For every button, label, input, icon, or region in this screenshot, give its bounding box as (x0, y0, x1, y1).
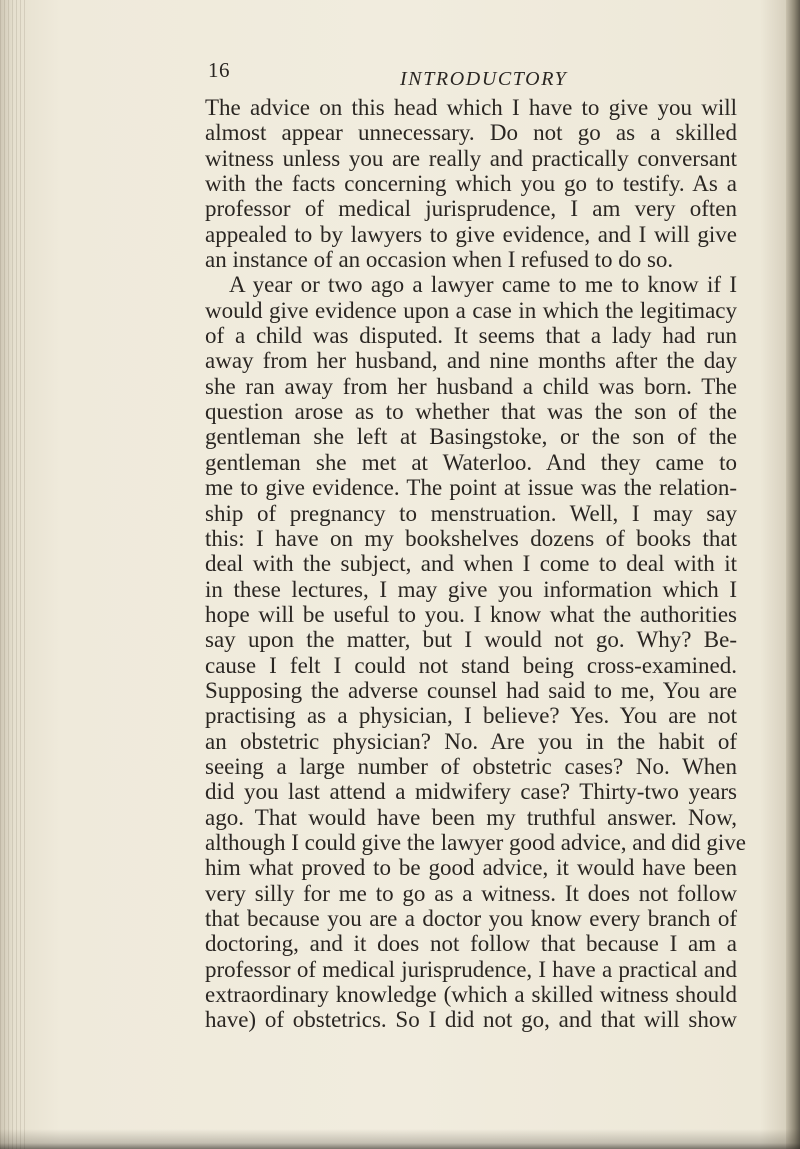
page-number: 16 (208, 58, 230, 82)
page-gutter-shadow (0, 0, 26, 1149)
text-line: seeing a large number of obstetric cases? No. When (205, 753, 737, 779)
text-line: practising as a physician, I believe? Yes. You are not (205, 703, 737, 729)
text-line: with the facts concerning which you go to testify. As a (205, 171, 737, 197)
text-line: professor of medical jurisprudence, I have a practical and (205, 956, 737, 982)
text-line: ship of pregnancy to menstruation. Well, I may say (205, 500, 737, 526)
text-line: Supposing the adverse counsel had said to me, You are (205, 677, 737, 703)
text-line: in these lectures, I may give you information which I (205, 576, 737, 602)
text-line: hope will be useful to you. I know what the authorities (205, 601, 737, 627)
text-line: away from her husband, and nine months after the day (205, 348, 737, 374)
text-line: say upon the matter, but I would not go. Why? Be- (205, 627, 737, 653)
text-line: witness unless you are really and practically conversant (205, 145, 737, 171)
page-header (208, 58, 728, 90)
text-line: did you last attend a midwifery case? Thirty-two years (205, 779, 737, 805)
text-line: this: I have on my bookshelves dozens of books that (205, 525, 737, 551)
text-line: question arose as to whether that was the son of the (205, 399, 737, 425)
page-bottom-shadow (0, 1129, 800, 1149)
text-line: A year or two ago a lawyer came to me to know if I (229, 272, 737, 298)
text-line: very silly for me to go as a witness. It does not follow (205, 880, 737, 906)
text-line: professor of medical jurisprudence, I am very often (205, 196, 737, 222)
text-line: cause I felt I could not stand being cross-examined. (205, 652, 737, 678)
text-line: an instance of an occasion when I refused to do so. (205, 247, 674, 273)
text-line: would give evidence upon a case in which the legitimacy (205, 297, 737, 323)
text-line: have) of obstetrics. So I did not go, and that will show (205, 1007, 737, 1033)
text-line: deal with the subject, and when I come to deal with it (205, 551, 737, 577)
text-line: me to give evidence. The point at issue was the relation- (205, 475, 737, 501)
text-line: appealed to by lawyers to give evidence, and I will give (205, 221, 737, 247)
text-line: him what proved to be good advice, it would have been (205, 855, 737, 881)
body-text (205, 95, 746, 1033)
text-line: gentleman she met at Waterloo. And they came to (205, 449, 737, 475)
text-line: ago. That would have been my truthful answer. Now, (205, 804, 737, 830)
text-line: an obstetric physician? No. Are you in the habit of (205, 728, 737, 754)
text-line: doctoring, and it does not follow that because I am a (205, 931, 737, 957)
text-line: although I could give the lawyer good advice, and did give (205, 829, 746, 855)
running-head: INTRODUCTORY (400, 68, 568, 90)
page-edge-shadow (786, 0, 800, 1149)
text-line: of a child was disputed. It seems that a lady had run (205, 323, 737, 349)
text-line: The advice on this head which I have to give you will (205, 95, 737, 120)
text-line: almost appear unnecessary. Do not go as a skilled (205, 120, 737, 146)
text-line: gentleman she left at Basingstoke, or the son of the (205, 424, 737, 450)
text-line: she ran away from her husband a child was born. The (205, 373, 737, 399)
text-line: that because you are a doctor you know every branch of (205, 906, 737, 931)
text-line: extraordinary knowledge (which a skilled witness should (205, 982, 737, 1008)
